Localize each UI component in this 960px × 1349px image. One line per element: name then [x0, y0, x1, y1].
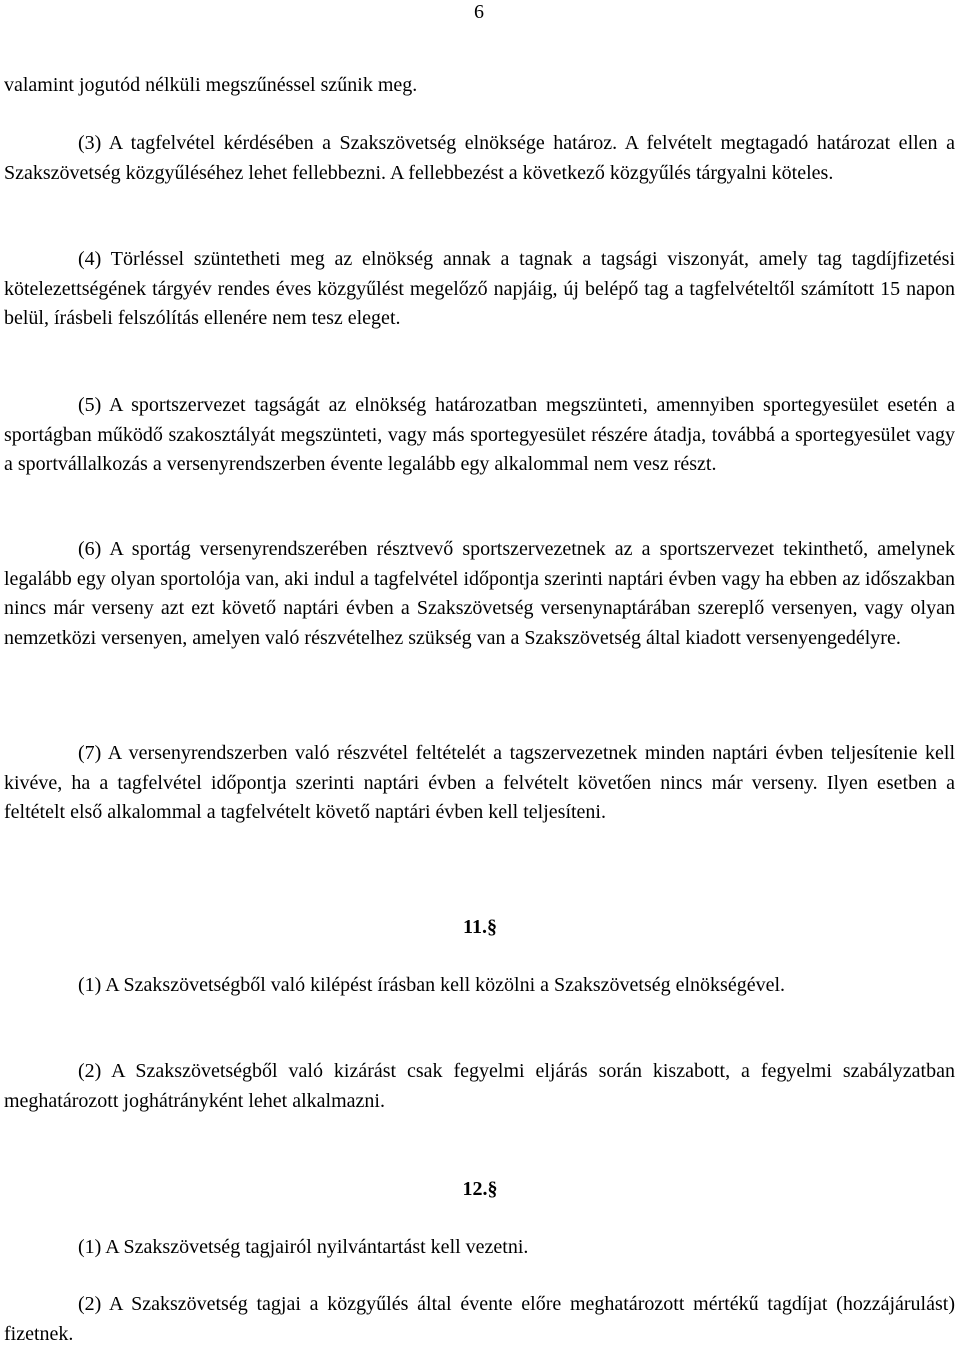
paragraph-continuation: valamint jogutód nélküli megszűnéssel szűnik meg. — [4, 74, 418, 96]
paragraph-11-2: (2) A Szakszövetségből való kizárást csak fegyelmi eljárás során kiszabott, a fegyelmi szabályzatban meghatározott joghátrányként lehet alkalmazni. — [4, 1060, 955, 1112]
paragraph-12-2: (2) A Szakszövetség tagjai a közgyűlés által évente előre meghatározott mértékű tagdíjat (hozzájárulást) fizetnek. — [4, 1293, 955, 1345]
paragraph-11-1: (1) A Szakszövetségből való kilépést írásban kell közölni a Szakszövetség elnökségével. — [78, 974, 786, 996]
paragraph-12-1: (1) A Szakszövetség tagjairól nyilvántartást kell vezetni. — [78, 1236, 529, 1258]
paragraph-10-7: (7) A versenyrendszerben való részvétel feltételét a tagszervezetnek minden naptári évben teljesítenie kell kivéve, ha a tagfelvétel időpontja szerinti naptári évben a felvételt követően nincs már verseny. Ilyen esetben a feltételt első alkalommal a tagfelvételt követő naptári évben kell teljesíteni. — [4, 742, 955, 823]
page-number: 6 — [474, 1, 484, 23]
section-heading-12: 12.§ — [462, 1178, 498, 1200]
paragraph-10-6: (6) A sportág versenyrendszerében résztvevő sportszervezetnek az a sportszervezet tekinthető, amelynek legalább egy olyan sportolója van, aki indul a tagfelvétel időpontja szerinti naptári évben vagy ha ebben az időszakban nincs már verseny azt ezt követő naptári évben a Szakszövetség versenynaptárában szereplő versenyen, vagy olyan nemzetközi versenyen, amelyen való részvételhez szükség van a Szakszövetség által kiadott versenyengedélyre. — [4, 538, 955, 649]
paragraph-10-4: (4) Törléssel szüntetheti meg az elnökség annak a tagnak a tagsági viszonyát, amely tag tagdíjfizetési kötelezettségének tárgyév rendes éves közgyűlést megelőző napjáig, új belépő tag a tagfelvételtől számított 15 napon belül, írásbeli felszólítás ellenére nem tesz eleget. — [4, 248, 955, 329]
paragraph-10-5: (5) A sportszervezet tagságát az elnökség határozatban megszünteti, amennyiben sportegyesület esetén a sportágban működő szakosztályát megszünteti, vagy más sportegyesület részére átadja, továbbá a sportegyesület vagy a sportvállalkozás a versenyrendszerben évente legalább egy alkalommal nem vesz részt. — [4, 394, 955, 475]
paragraph-10-3: (3) A tagfelvétel kérdésében a Szakszövetség elnöksége határoz. A felvételt megtagadó határozat ellen a Szakszövetség közgyűléséhez lehet fellebbezni. A fellebbezést a következő közgyűlés tárgyalni köteles. — [4, 132, 955, 184]
section-heading-11: 11.§ — [463, 916, 497, 938]
